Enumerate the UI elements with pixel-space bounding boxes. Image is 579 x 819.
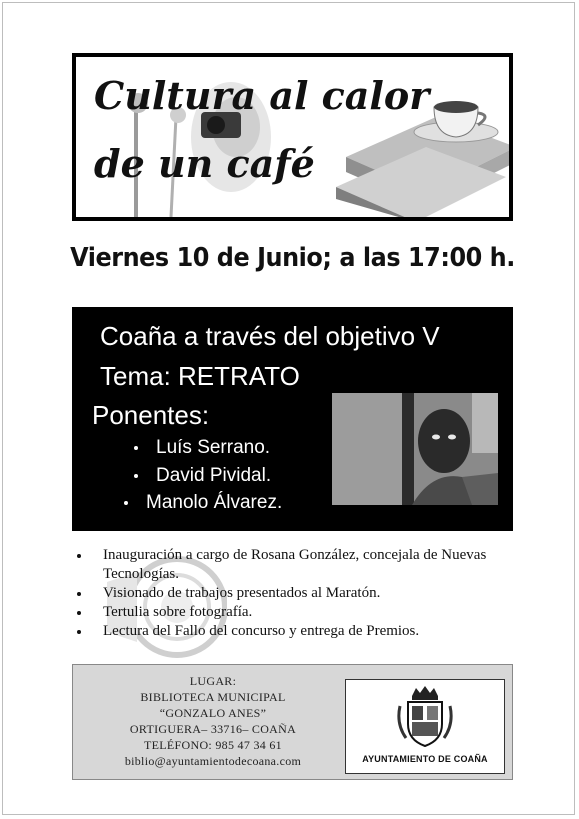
speakers-label: Ponentes: bbox=[92, 400, 210, 430]
email-address[interactable]: biblio@ayuntamientodecoana.com bbox=[124, 754, 302, 768]
venue-address bbox=[113, 673, 313, 769]
speaker-item: David Pividal. bbox=[134, 465, 271, 487]
venue-subname: “GONZALO ANES” bbox=[159, 706, 267, 720]
portrait-photo bbox=[332, 393, 498, 505]
list-item: Inauguración a cargo de Rosana González, concejala de Nuevas Tecnologías. bbox=[77, 546, 517, 584]
logo-caption: AYUNTAMIENTO DE COAÑA bbox=[362, 754, 488, 764]
list-item: Visionado de trabajos presentados al Maratón. bbox=[77, 584, 517, 603]
panel-topic: Tema: RETRATO bbox=[100, 361, 300, 391]
event-date: Viernes 10 de Junio; a las 17:00 h. bbox=[70, 243, 515, 273]
title-line-2: de un café bbox=[94, 141, 315, 186]
street-address: ORTIGUERA– 33716– COAÑA bbox=[129, 722, 297, 736]
town-hall-logo bbox=[345, 679, 505, 774]
list-item: Tertulia sobre fotografía. bbox=[77, 603, 517, 622]
coat-of-arms-icon bbox=[396, 684, 454, 750]
phone-number: TELÉFONO: 985 47 34 61 bbox=[144, 738, 282, 752]
list-item: Lectura del Fallo del concurso y entrega de Premios. bbox=[77, 622, 517, 641]
speaker-item: Manolo Álvarez. bbox=[124, 492, 282, 514]
venue-footer bbox=[72, 664, 513, 780]
title-line-1: Cultura al calor bbox=[94, 73, 430, 118]
poster bbox=[2, 2, 575, 815]
venue-name: BIBLIOTECA MUNICIPAL bbox=[140, 690, 286, 704]
program-panel bbox=[72, 307, 513, 531]
place-label: LUGAR: bbox=[189, 674, 237, 688]
speaker-item: Luís Serrano. bbox=[134, 437, 270, 459]
title-banner bbox=[72, 53, 513, 221]
activities-list bbox=[77, 546, 517, 641]
panel-title: Coaña a través del objetivo V bbox=[100, 321, 440, 351]
